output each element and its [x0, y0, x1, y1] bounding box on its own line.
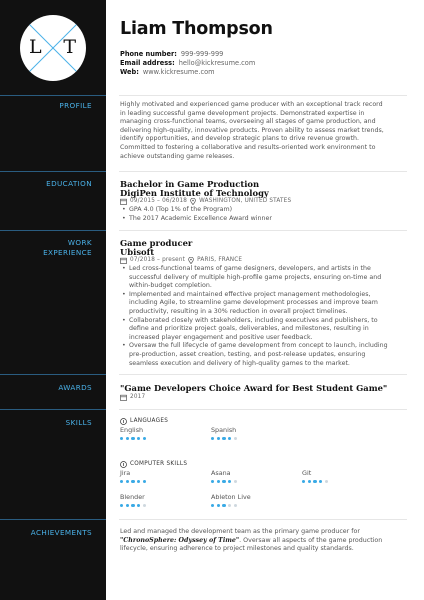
skill-dot [234, 480, 237, 483]
profile-line: Committed to fostering a collaborative and results-oriented work environment to [120, 143, 376, 151]
profile-line: delivering high-quality, innovative products. Proven ability to assess market trends, [120, 126, 384, 134]
achievement-game-title: "ChronoSphere: Odyssey of Time" [120, 536, 240, 544]
profile-summary [120, 101, 408, 161]
profile-line: in leading successful game development projects. Demonstrated expertise in [120, 109, 365, 117]
work-meta [120, 256, 242, 264]
contact-email-label: Email address: [120, 59, 175, 67]
monogram-logo [20, 15, 86, 81]
skill-name: Spanish [211, 426, 237, 434]
skill-dot [126, 504, 129, 507]
bullet-line: productivity, resulting in a 30% reduction in overall project timelines. [129, 307, 348, 315]
section-label-experience: EXPERIENCE [43, 248, 92, 257]
skill-level [302, 480, 328, 483]
skill-dot [217, 480, 220, 483]
skill-dot [120, 504, 123, 507]
skill-dot [143, 480, 146, 483]
content-divider [119, 409, 407, 410]
skill-dot [126, 480, 129, 483]
bullet-line: successful delivery of multiple high-profile game projects, ensuring on-time and [129, 273, 382, 281]
skill-dot [126, 437, 129, 440]
content-divider [119, 95, 407, 96]
calendar-icon [120, 394, 127, 401]
skill-dot [137, 480, 140, 483]
skill-level [120, 504, 146, 507]
profile-line: Highly motivated and experienced game producer with an exceptional track record [120, 101, 383, 108]
skill-dot [234, 437, 237, 440]
achievements-text [120, 528, 408, 554]
location-pin-icon [190, 198, 196, 205]
work-title: Game producer [120, 238, 193, 248]
skill-dot [222, 504, 225, 507]
skill-dot [313, 480, 316, 483]
education-bullets [120, 206, 408, 223]
skill-dot [228, 480, 231, 483]
skill-name: Asana [211, 469, 231, 477]
skills-languages-label: LANGUAGES [130, 418, 169, 424]
achievement-line-rest: . Oversaw all aspects of the game production [239, 536, 383, 544]
skill-level [211, 437, 237, 440]
info-circle-icon [120, 418, 127, 425]
education-dates: 09/2015 – 06/2018 [130, 198, 188, 204]
profile-line: managing cross-functional teams, overseeing all stages of game production, and [120, 118, 376, 126]
skill-dot [228, 504, 231, 507]
skill-name: Blender [120, 493, 145, 501]
contact-phone [120, 50, 223, 59]
section-label-education: EDUCATION [46, 179, 92, 188]
skill-dot [228, 437, 231, 440]
section-label-skills: SKILLS [65, 418, 92, 427]
skill-dot [217, 504, 220, 507]
skill-dot [319, 480, 322, 483]
skill-dot [120, 480, 123, 483]
work-company: Ubisoft [120, 247, 155, 257]
profile-line: identify opportunities, and develop strategic plans to drive revenue growth. [120, 135, 360, 143]
monogram-letter-right: T [63, 36, 76, 58]
sidebar-divider [0, 171, 106, 172]
section-label-work: WORK [67, 238, 92, 247]
skill-dot [222, 437, 225, 440]
content-divider [119, 171, 407, 172]
skills-computer-heading [120, 460, 187, 468]
skill-name: Jira [120, 469, 131, 477]
bullet-line: pre-production, asset creation, testing, and post-release updates, ensuring [129, 350, 366, 358]
info-circle-icon [120, 461, 127, 468]
work-location: PARIS, FRANCE [197, 257, 243, 263]
candidate-name: Liam Thompson [120, 19, 273, 39]
contact-web-label: Web: [120, 68, 139, 76]
skill-dot [222, 480, 225, 483]
skill-dot [137, 504, 140, 507]
bullet-line: seamless execution and delivery of high-quality games to the market. [129, 359, 350, 367]
list-item [120, 265, 408, 291]
bullet-line: within-budget completion. [129, 282, 212, 290]
skill-dot [217, 437, 220, 440]
skill-dot [131, 480, 134, 483]
sidebar-divider [0, 409, 106, 410]
bullet-line: including Agile, to streamline game development processes and improve team [129, 299, 378, 307]
skills-computer-label: COMPUTER SKILLS [130, 461, 188, 467]
skill-dot [211, 504, 214, 507]
sidebar [0, 0, 106, 600]
section-label-achievements: ACHIEVEMENTS [30, 528, 92, 537]
contact-phone-label: Phone number: [120, 50, 177, 58]
skill-level [211, 504, 237, 507]
education-location: WASHINGTON, UNITED STATES [199, 198, 292, 204]
list-item: • GPA 4.0 (Top 1% of the Program) [120, 206, 408, 215]
bullet-line: increased player engagement and positive user feedback. [129, 333, 313, 341]
contact-web [120, 68, 215, 77]
bullet-line: • Collaborated closely with stakeholders, including executives and publishers, to [129, 316, 378, 324]
skill-dot [143, 437, 146, 440]
calendar-icon [120, 257, 127, 264]
sidebar-divider [0, 519, 106, 520]
skill-dot [211, 480, 214, 483]
skill-dot [234, 504, 237, 507]
skill-dot [211, 437, 214, 440]
skill-dot [137, 437, 140, 440]
content-divider [119, 374, 407, 375]
achievement-line: lifecycle, ensuring adherence to project milestones and quality standards. [120, 545, 354, 553]
sidebar-divider [0, 374, 106, 375]
skill-name: English [120, 426, 144, 434]
contact-email [120, 59, 255, 68]
skill-dot [143, 504, 146, 507]
work-bullets [120, 265, 408, 368]
contact-web-value[interactable]: www.kickresume.com [142, 68, 215, 76]
profile-line: achieve outstanding game releases. [120, 152, 235, 160]
content-divider [119, 519, 407, 520]
bullet-line: • Oversaw the full lifecycle of game development from concept to launch, including [129, 342, 388, 350]
monogram-letter-left: L [29, 36, 42, 58]
skill-name: Git [302, 469, 312, 477]
skill-level [120, 437, 146, 440]
skill-dot [120, 437, 123, 440]
skill-level [211, 480, 237, 483]
location-pin-icon [188, 257, 194, 264]
bullet-line: define and prioritize project goals, deliverables, and milestones, resulting in [129, 325, 369, 333]
list-item [120, 291, 408, 317]
calendar-icon [120, 198, 127, 205]
sidebar-divider [0, 230, 106, 231]
bullet-line: • Led cross-functional teams of game designers, developers, and artists in the [129, 265, 371, 272]
contact-email-value[interactable]: hello@kickresume.com [178, 59, 256, 67]
work-dates: 07/2018 – present [130, 257, 186, 263]
achievement-line [120, 537, 408, 546]
skill-dot [308, 480, 311, 483]
education-school: DigiPen Institute of Technology [120, 188, 269, 198]
education-meta [120, 197, 291, 205]
education-degree: Bachelor in Game Production [120, 179, 260, 189]
award-meta [120, 393, 145, 401]
award-title: "Game Developers Choice Award for Best Student Game" [120, 383, 388, 393]
skill-name: Ableton Live [211, 493, 251, 501]
sidebar-divider [0, 95, 106, 96]
skill-dot [302, 480, 305, 483]
section-label-awards: AWARDS [58, 383, 92, 392]
section-label-profile: PROFILE [59, 101, 92, 110]
award-year: 2017 [130, 394, 146, 400]
contact-phone-value: 999-999-999 [180, 50, 224, 58]
content-divider [119, 230, 407, 231]
achievement-line: Led and managed the development team as the primary game producer for [120, 528, 360, 535]
skill-dot [131, 504, 134, 507]
list-item: • The 2017 Academic Excellence Award winner [120, 215, 408, 224]
skill-level [120, 480, 146, 483]
skill-dot [325, 480, 328, 483]
list-item [120, 342, 408, 368]
list-item [120, 317, 408, 343]
skill-dot [131, 437, 134, 440]
bullet-line: • Implemented and maintained effective project management methodologies, [129, 290, 371, 298]
skills-languages-heading [120, 417, 168, 425]
